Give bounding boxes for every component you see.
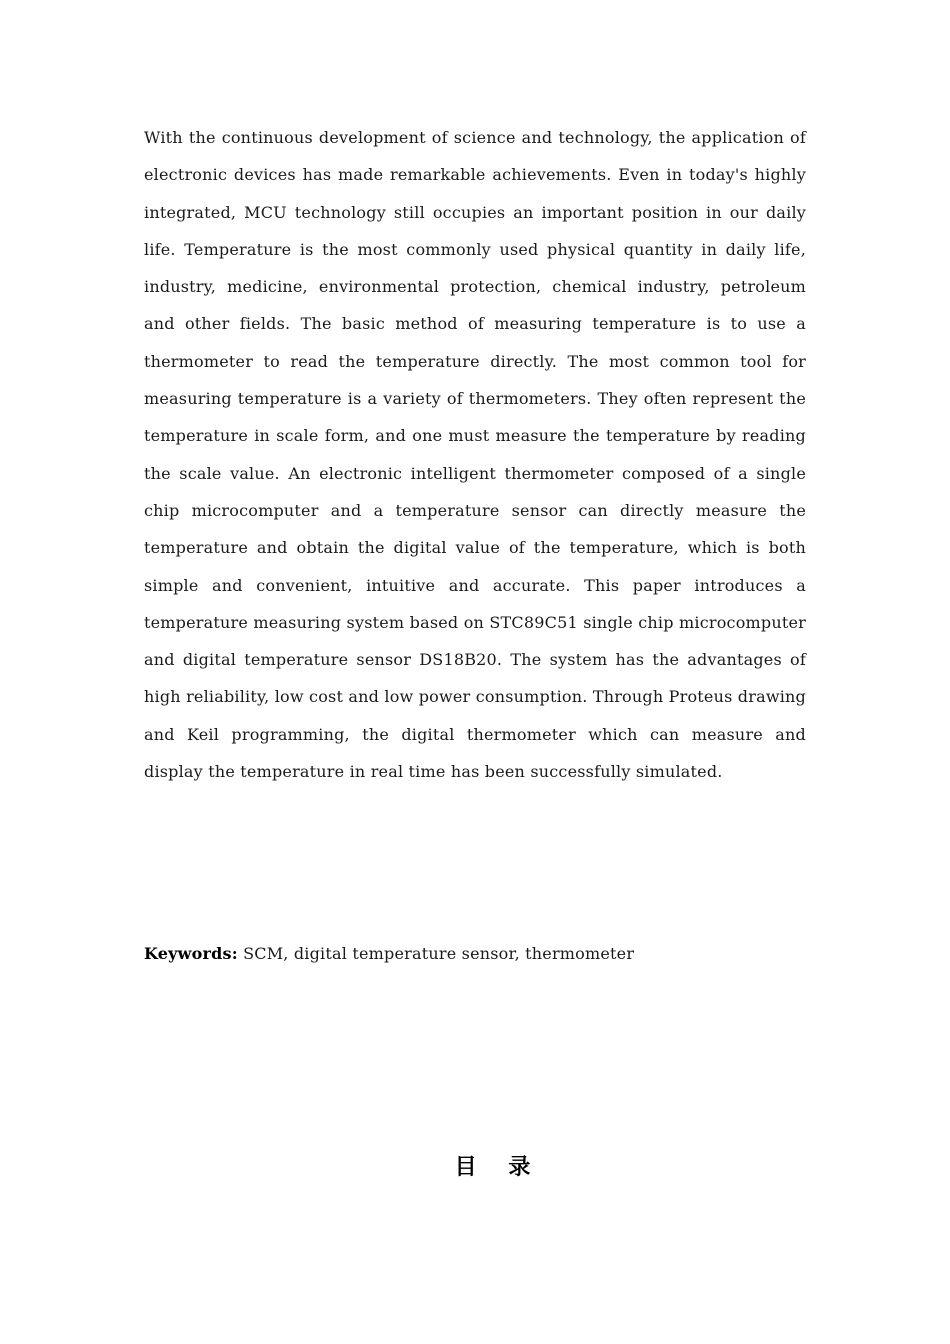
- keywords-value: SCM, digital temperature sensor, thermometer: [237, 944, 635, 963]
- keywords-label: Keywords:: [144, 944, 238, 963]
- keywords-line: [144, 935, 806, 972]
- abstract-paragraph: With the continuous development of science and technology, the application of electronic devices has made remarkable achievements. Even in today's highly integrated, MCU technology still occupies an important position in our daily life. Temperature is the most commonly used physical quantity in daily life, industry, medicine, environmental protection, chemical industry, petroleum and other fields. The basic method of measuring temperature is to use a thermometer to read the temperature directly. The most common tool for measuring temperature is a variety of thermometers. They often represent the temperature in scale form, and one must measure the temperature by reading the scale value. An electronic intelligent thermometer composed of a single chip microcomputer and a temperature sensor can directly measure the temperature and obtain the digital value of the temperature, which is both simple and convenient, intuitive and accurate. This paper introduces a temperature measuring system based on STC89C51 single chip microcomputer and digital temperature sensor DS18B20. The system has the advantages of high reliability, low cost and low power consumption. Through Proteus drawing and Keil programming, the digital thermometer which can measure and display the temperature in real time has been successfully simulated.: [144, 128, 806, 782]
- table-of-contents-heading: 目 录: [454, 1155, 543, 1180]
